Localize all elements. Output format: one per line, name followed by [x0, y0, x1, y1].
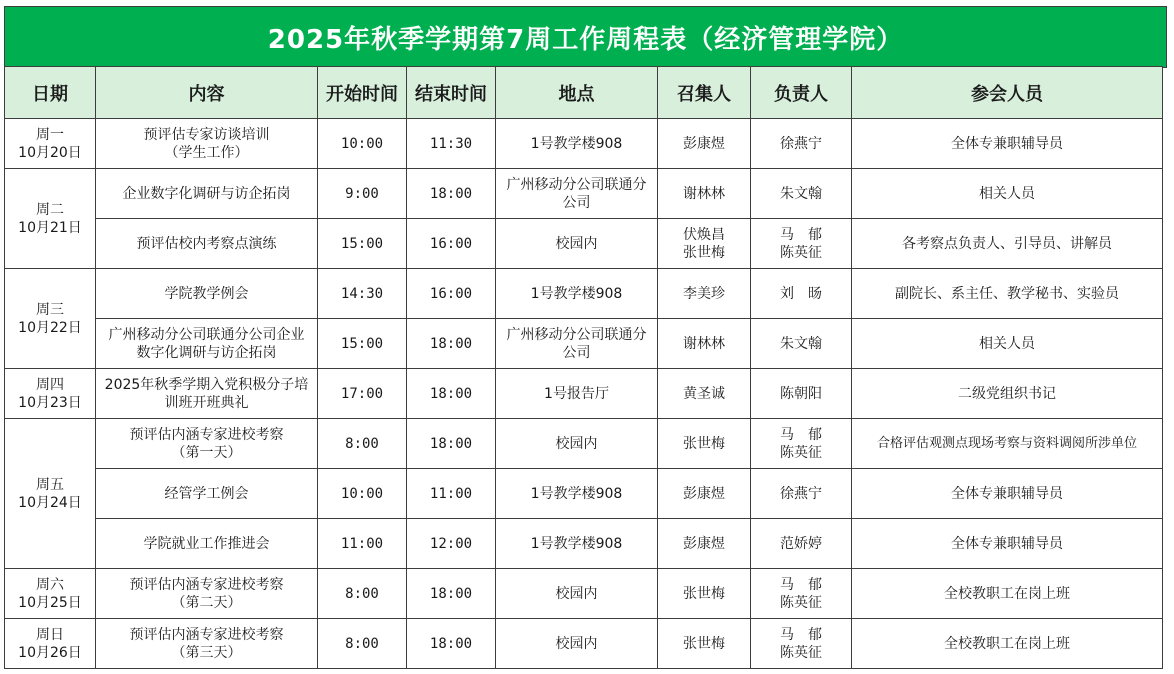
weekday-label: 周六 [36, 576, 64, 593]
content-cell: 预评估内涵专家进校考察 （第三天） [96, 619, 318, 669]
table-row [5, 419, 1163, 469]
header-end-time: 结束时间 [407, 67, 496, 119]
convener-cell: 张世梅 [658, 419, 751, 469]
date-cell [5, 269, 96, 369]
date-label: 10月23日 [18, 394, 82, 411]
content-cell: 预评估内涵专家进校考察 （第二天） [96, 569, 318, 619]
start-time-cell: 15:00 [318, 219, 407, 269]
table-row [5, 219, 1163, 269]
content-cell: 预评估专家访谈培训 （学生工作） [96, 119, 318, 169]
content-cell: 广州移动分公司联通分公司企业 数字化调研与访企拓岗 [96, 319, 318, 369]
start-time-cell: 17:00 [318, 369, 407, 419]
date-cell [5, 619, 96, 669]
start-time-cell: 11:00 [318, 519, 407, 569]
end-time-cell: 11:00 [407, 469, 496, 519]
date-cell [5, 119, 96, 169]
table-row [5, 369, 1163, 419]
location-cell: 校园内 [496, 619, 658, 669]
start-time-cell: 9:00 [318, 169, 407, 219]
responsible-cell: 马 郁 陈英征 [751, 419, 852, 469]
weekday-label: 周二 [36, 201, 64, 218]
participants-cell: 全校教职工在岗上班 [852, 569, 1163, 619]
header-row [5, 67, 1163, 119]
convener-cell: 谢林林 [658, 169, 751, 219]
date-cell [5, 569, 96, 619]
weekday-label: 周四 [36, 376, 64, 393]
header-convener: 召集人 [658, 67, 751, 119]
date-label: 10月21日 [18, 219, 82, 236]
schedule-sheet [4, 6, 1167, 669]
date-cell [5, 169, 96, 269]
participants-cell: 相关人员 [852, 169, 1163, 219]
location-cell: 1号教学楼908 [496, 469, 658, 519]
participants-cell: 二级党组织书记 [852, 369, 1163, 419]
start-time-cell: 10:00 [318, 119, 407, 169]
participants-cell: 副院长、系主任、教学秘书、实验员 [852, 269, 1163, 319]
convener-cell: 黄圣诚 [658, 369, 751, 419]
start-time-cell: 8:00 [318, 419, 407, 469]
end-time-cell: 18:00 [407, 369, 496, 419]
content-cell: 学院教学例会 [96, 269, 318, 319]
end-time-cell: 18:00 [407, 169, 496, 219]
convener-cell: 张世梅 [658, 619, 751, 669]
location-cell: 校园内 [496, 219, 658, 269]
responsible-cell: 陈朝阳 [751, 369, 852, 419]
date-cell [5, 419, 96, 569]
date-label: 10月25日 [18, 594, 82, 611]
start-time-cell: 10:00 [318, 469, 407, 519]
convener-cell: 彭康煜 [658, 119, 751, 169]
convener-cell: 李美珍 [658, 269, 751, 319]
date-label: 10月22日 [18, 319, 82, 336]
weekday-label: 周三 [36, 301, 64, 318]
header-location: 地点 [496, 67, 658, 119]
convener-cell: 彭康煜 [658, 469, 751, 519]
content-cell: 企业数字化调研与访企拓岗 [96, 169, 318, 219]
date-cell [5, 369, 96, 419]
content-cell: 预评估内涵专家进校考察 （第一天） [96, 419, 318, 469]
convener-cell: 张世梅 [658, 569, 751, 619]
participants-cell: 各考察点负责人、引导员、讲解员 [852, 219, 1163, 269]
table-row [5, 269, 1163, 319]
page-title: 2025年秋季学期第7周工作周程表（经济管理学院） [267, 24, 904, 55]
header-responsible: 负责人 [751, 67, 852, 119]
start-time-cell: 15:00 [318, 319, 407, 369]
responsible-cell: 马 郁 陈英征 [751, 219, 852, 269]
content-cell: 经管学工例会 [96, 469, 318, 519]
header-content: 内容 [96, 67, 318, 119]
table-row [5, 619, 1163, 669]
participants-cell: 相关人员 [852, 319, 1163, 369]
table-row [5, 319, 1163, 369]
end-time-cell: 18:00 [407, 319, 496, 369]
start-time-cell: 8:00 [318, 569, 407, 619]
end-time-cell: 18:00 [407, 419, 496, 469]
end-time-cell: 16:00 [407, 269, 496, 319]
date-label: 10月24日 [18, 494, 82, 511]
participants-cell: 全体专兼职辅导员 [852, 119, 1163, 169]
date-label: 10月20日 [18, 144, 82, 161]
participants-cell: 全体专兼职辅导员 [852, 469, 1163, 519]
end-time-cell: 18:00 [407, 619, 496, 669]
schedule-table [4, 66, 1163, 669]
start-time-cell: 8:00 [318, 619, 407, 669]
location-cell: 广州移动分公司联通分 公司 [496, 169, 658, 219]
location-cell: 校园内 [496, 419, 658, 469]
start-time-cell: 14:30 [318, 269, 407, 319]
end-time-cell: 18:00 [407, 569, 496, 619]
responsible-cell: 徐燕宁 [751, 119, 852, 169]
content-cell: 2025年秋季学期入党积极分子培 训班开班典礼 [96, 369, 318, 419]
content-cell: 预评估校内考察点演练 [96, 219, 318, 269]
content-cell: 学院就业工作推进会 [96, 519, 318, 569]
weekday-label: 周日 [36, 626, 64, 643]
responsible-cell: 马 郁 陈英征 [751, 619, 852, 669]
location-cell: 1号教学楼908 [496, 519, 658, 569]
weekday-label: 周一 [36, 126, 64, 143]
convener-cell: 彭康煜 [658, 519, 751, 569]
location-cell: 1号教学楼908 [496, 269, 658, 319]
location-cell: 广州移动分公司联通分 公司 [496, 319, 658, 369]
location-cell: 1号教学楼908 [496, 119, 658, 169]
date-label: 10月26日 [18, 644, 82, 661]
header-start-time: 开始时间 [318, 67, 407, 119]
location-cell: 校园内 [496, 569, 658, 619]
responsible-cell: 范娇婷 [751, 519, 852, 569]
responsible-cell: 徐燕宁 [751, 469, 852, 519]
responsible-cell: 朱文翰 [751, 169, 852, 219]
end-time-cell: 16:00 [407, 219, 496, 269]
table-row [5, 119, 1163, 169]
convener-cell: 伏焕昌 张世梅 [658, 219, 751, 269]
end-time-cell: 12:00 [407, 519, 496, 569]
header-participants: 参会人员 [852, 67, 1163, 119]
location-cell: 1号报告厅 [496, 369, 658, 419]
table-row [5, 569, 1163, 619]
responsible-cell: 刘 旸 [751, 269, 852, 319]
participants-cell: 全体专兼职辅导员 [852, 519, 1163, 569]
responsible-cell: 朱文翰 [751, 319, 852, 369]
convener-cell: 谢林林 [658, 319, 751, 369]
end-time-cell: 11:30 [407, 119, 496, 169]
weekday-label: 周五 [36, 476, 64, 493]
title-bar [4, 6, 1167, 68]
responsible-cell: 马 郁 陈英征 [751, 569, 852, 619]
table-row [5, 169, 1163, 219]
table-row [5, 519, 1163, 569]
participants-cell: 全校教职工在岗上班 [852, 619, 1163, 669]
table-row [5, 469, 1163, 519]
header-date: 日期 [5, 67, 96, 119]
participants-cell: 合格评估观测点现场考察与资料调阅所涉单位 [852, 419, 1163, 469]
